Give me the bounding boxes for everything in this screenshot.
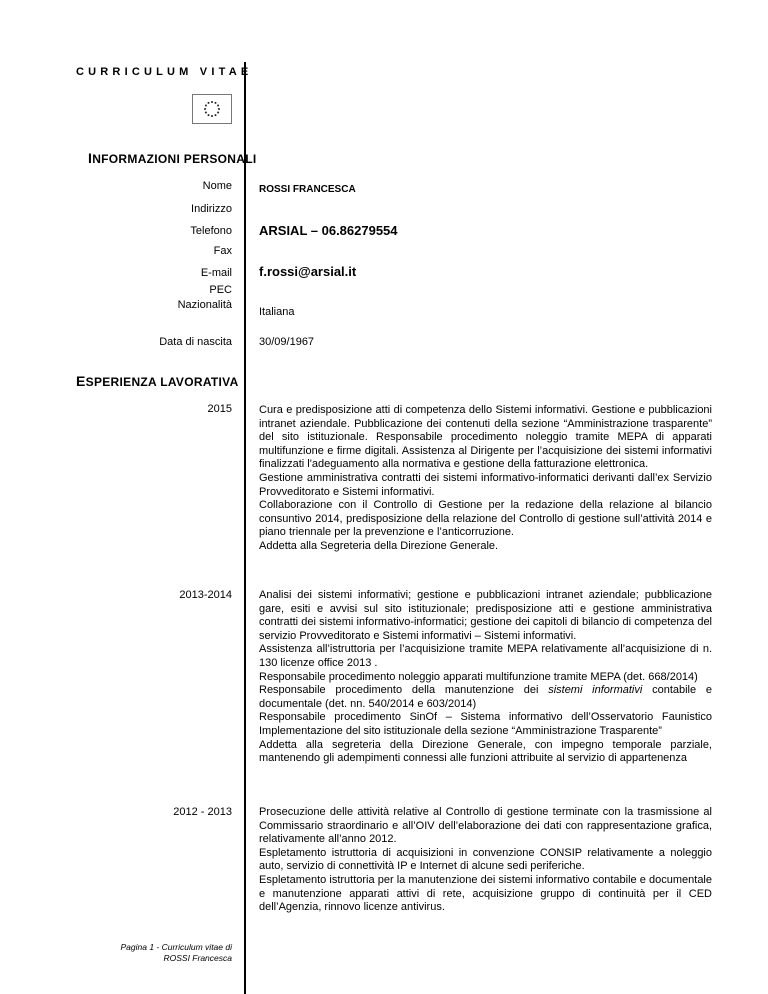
entry-year-2012-2013: 2012 - 2013 bbox=[173, 806, 232, 818]
entry-description-2013-2014 bbox=[259, 589, 712, 766]
label-fax: Fax bbox=[213, 245, 232, 257]
description-paragraph: Espletamento istruttoria per la manutenzione dei sistemi informativo contabile e documentale e manutenzione apparati attivi di rete, acquisizione gruppo di continuità per il CED dell’Agenzia, rinnovo licenze antivirus. bbox=[259, 873, 712, 914]
description-paragraph: Espletamento istruttoria di acquisizioni in convenzione CONSIP relativamente a noleggio auto, servizio di connettività IP e Internet di alcune sedi periferiche. bbox=[259, 846, 712, 873]
label-nome: Nome bbox=[202, 180, 232, 192]
description-paragraph: Collaborazione con il Controllo di Gestione per la redazione della relazione al bilancio consuntivo 2014, predisposizione della relazione del Controllo di gestione sull’attività 2014 e piano triennale per la prevenzione e l’anticorruzione. bbox=[259, 499, 712, 539]
description-paragraph: Assistenza all’istruttoria per l’acquisizione tramite MEPA relativamente all’acquisizione di n. 130 licenze office 2013 . bbox=[259, 643, 712, 669]
eu-flag-icon bbox=[192, 94, 232, 124]
description-paragraph: Prosecuzione delle attività relative al Controllo di gestione terminate con la trasmissione al Commissario straordinario e all’OIV dell’elaborazione dei dati con rappresentazione grafica, relativamente all’anno 2012. bbox=[259, 806, 712, 846]
description-paragraph-manutenzione: Responsabile procedimento della manutenzione dei sistemi informativi contabile e documentale (det. nn. 540/2014 e 603/2014) bbox=[259, 684, 713, 710]
footer-line: Pagina 1 - Curriculum vitae di bbox=[120, 942, 232, 952]
description-paragraph: Responsabile procedimento SinOf – Sistema informativo dell’Osservatorio Faunistico Implementazione del sito istituzionale della sezione “Amministrazione Trasparente” bbox=[259, 711, 712, 737]
value-telefono: ARSIAL – 06.86279554 bbox=[259, 223, 398, 238]
entry-description-2015 bbox=[259, 404, 712, 554]
value-data-nascita: 30/09/1967 bbox=[259, 336, 315, 348]
label-nazionalita: Nazionalità bbox=[177, 299, 232, 311]
section-title-personal: INFORMAZIONI PERSONALI bbox=[88, 150, 257, 166]
label-email: E-mail bbox=[200, 267, 232, 279]
label-indirizzo: Indirizzo bbox=[191, 203, 232, 215]
description-paragraph: Cura e predisposizione atti di competenza dello Sistemi informativi. Gestione e pubblicazioni intranet aziendale. Pubblicazione dei contenuti della sezione “Amministrazione trasparente” del sito istituzionale. Responsabile procedimento noleggio tramite MEPA di apparati multifunzione e firme digitali. Assistenza al Dirigente per l’acquisizione dei sistemi informativi finalizzati l'adeguamento alla normativa e gestione della fatturazione elettronica. bbox=[259, 404, 712, 471]
label-telefono: Telefono bbox=[190, 225, 232, 237]
entry-year-2015: 2015 bbox=[207, 403, 232, 415]
label-pec: PEC bbox=[209, 284, 232, 296]
vertical-divider bbox=[244, 62, 246, 994]
description-paragraph: Addetta alla Segreteria della Direzione Generale. bbox=[259, 539, 499, 552]
description-paragraph: Analisi dei sistemi informativi; gestione e pubblicazioni intranet aziendale; pubblicazione gare, esiti e avvisi sul sito istituzionale; predisposizione atti e gestione amministrativa contratti dei sistemi informativo-informatici; gestione dei capitoli di bilancio di competenza del servizio Provveditorato e Sistemi informativi – Sistemi informativi. bbox=[259, 589, 712, 642]
value-nome: ROSSI FRANCESCA bbox=[259, 184, 356, 195]
label-data-nascita: Data di nascita bbox=[159, 336, 232, 348]
description-paragraph: Addetta alla segreteria della Direzione Generale, con impegno temporale parziale, mantenendo gli adempimenti connessi alle funzioni attribuite al servizio di appartenenza bbox=[259, 738, 712, 765]
page-footer bbox=[121, 942, 233, 964]
description-paragraph: Responsabile procedimento noleggio apparati multifunzione tramite MEPA (det. 668/2014) bbox=[259, 670, 698, 683]
footer-line: ROSSI Francesca bbox=[163, 953, 232, 963]
value-nazionalita: Italiana bbox=[259, 306, 295, 318]
document-title: CURRICULUM VITAE bbox=[76, 66, 253, 78]
value-email: f.rossi@arsial.it bbox=[259, 264, 357, 279]
description-paragraph: Gestione amministrativa contratti dei sistemi informativo-informatici derivanti dall’ex Servizio Provveditorato e Sistemi informativi. bbox=[259, 471, 712, 498]
entry-year-2013-2014: 2013-2014 bbox=[179, 589, 232, 601]
entry-description-2012-2013 bbox=[259, 806, 712, 915]
section-title-experience: ESPERIENZA LAVORATIVA bbox=[76, 373, 239, 389]
